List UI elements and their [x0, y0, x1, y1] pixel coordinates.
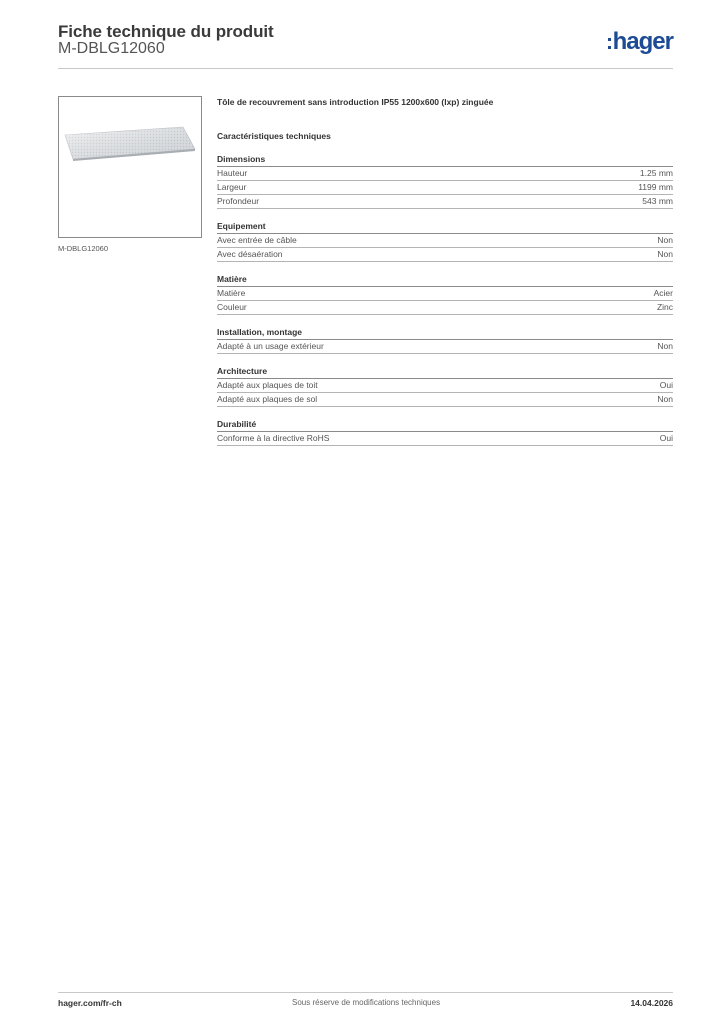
section-durabilite [217, 419, 673, 446]
spec-label: Adapté à un usage extérieur [217, 341, 324, 351]
spec-value: Oui [659, 433, 673, 443]
section-matiere [217, 274, 673, 315]
section-title: Equipement [217, 221, 673, 234]
spec-heading: Caractéristiques techniques [217, 131, 331, 141]
spec-label: Hauteur [217, 168, 248, 178]
spec-value: Acier [653, 288, 673, 298]
product-description: Tôle de recouvrement sans introduction IP55 1200x600 (lxp) zinguée [217, 97, 494, 107]
page-header [58, 20, 673, 70]
spec-row [217, 432, 673, 446]
spec-row [217, 393, 673, 407]
footer-divider [58, 992, 673, 993]
spec-row [217, 195, 673, 209]
spec-row [217, 234, 673, 248]
spec-row [217, 340, 673, 354]
section-title: Dimensions [217, 154, 673, 167]
spec-row [217, 181, 673, 195]
page-title: Fiche technique du produit [58, 22, 274, 41]
spec-value: Non [657, 394, 673, 404]
spec-row [217, 167, 673, 181]
section-dimensions [217, 154, 673, 209]
footer-disclaimer: Sous réserve de modifications techniques [292, 998, 441, 1007]
perforated-plate-icon [59, 97, 201, 237]
section-architecture [217, 366, 673, 407]
section-title: Architecture [217, 366, 673, 379]
spec-row [217, 379, 673, 393]
spec-label: Profondeur [217, 196, 260, 206]
section-title: Installation, montage [217, 327, 673, 340]
spec-value: 1199 mm [638, 182, 673, 192]
section-title: Durabilité [217, 419, 673, 432]
spec-value: Non [657, 235, 673, 245]
spec-label: Largeur [217, 182, 247, 192]
spec-label: Avec désaération [217, 249, 283, 259]
spec-row [217, 287, 673, 301]
product-reference: M-DBLG12060 [58, 40, 165, 57]
section-title: Matière [217, 274, 673, 287]
spec-value: Non [657, 341, 673, 351]
section-equipement [217, 221, 673, 262]
header-divider [58, 68, 673, 69]
spec-row [217, 301, 673, 315]
footer-date: 14.04.2026 [630, 998, 673, 1008]
logo-text: hager [612, 28, 673, 55]
logo-dots-icon [608, 38, 611, 49]
section-installation [217, 327, 673, 354]
spec-content [217, 96, 673, 446]
spec-value: 543 mm [642, 196, 673, 206]
spec-label: Adapté aux plaques de sol [217, 394, 318, 404]
product-image [58, 96, 202, 238]
spec-label: Avec entrée de câble [217, 235, 297, 245]
spec-value: Oui [659, 380, 673, 390]
spec-label: Adapté aux plaques de toit [217, 380, 318, 390]
spec-row [217, 248, 673, 262]
spec-label: Conforme à la directive RoHS [217, 433, 330, 443]
spec-value: Zinc [656, 302, 673, 312]
spec-label: Matière [217, 288, 246, 298]
hager-logo [608, 29, 673, 55]
spec-value: 1.25 mm [639, 168, 673, 178]
spec-value: Non [657, 249, 673, 259]
image-caption: M-DBLG12060 [58, 244, 109, 253]
footer-website-link[interactable]: hager.com/fr-ch [58, 998, 122, 1008]
spec-label: Couleur [217, 302, 247, 312]
